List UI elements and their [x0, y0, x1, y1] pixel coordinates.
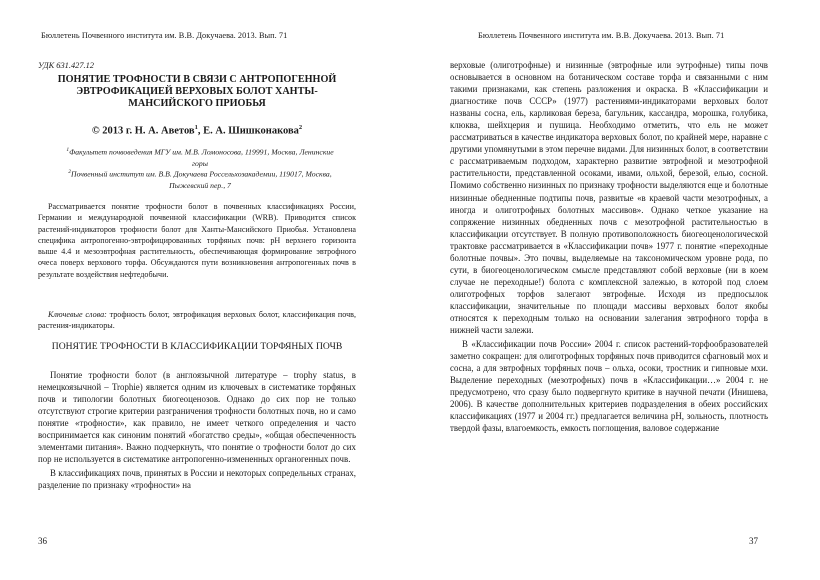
- affiliation-1-text: Факультет почвоведения МГУ им. М.В. Ломоносова, 119991, Москва, Ленинские горы: [69, 147, 334, 168]
- right-body-text: [450, 59, 768, 434]
- author-2-superscript: 2: [298, 124, 303, 131]
- keywords: [38, 309, 356, 332]
- affiliation-2-superscript: 2: [68, 169, 72, 175]
- authors-prefix: © 2013 г. Н. А. Аветов: [91, 125, 195, 137]
- running-head: Бюллетень Почвенного института им. В.В. Докучаева. 2013. Вып. 71: [41, 31, 288, 40]
- affiliation-2: [60, 167, 340, 191]
- abstract: Рассматривается понятие трофности болот в почвенных классификациях России, Германии и международной почвенной классификации (WRB). Приводится список растений-индикаторов трофности болот для Ханты-Мансийского Приобья. Установлена специфика антропогенно-эвтрофицированных торфяных почв: pH верхнего горизонта выше 4.4 и мезоэвтрофная растительность, обеспечивающая формирование эвтрофного очеса поверх верхового торфа. Обсуждаются пути возникновения антропогенных почв в результате воздействия нефтедобычи.: [38, 202, 356, 279]
- affiliation-1-superscript: 1: [66, 147, 70, 153]
- keywords-label: Ключевые слова:: [48, 310, 107, 319]
- page-number: 36: [38, 536, 47, 546]
- affiliation-1: [60, 145, 340, 169]
- left-body-text: [38, 369, 356, 491]
- keywords-text: трофность болот, эвтрофикация верховых болот, классификация почв, растения-индикаторы.: [38, 310, 356, 331]
- udk-code: УДК 631.427.12: [38, 61, 94, 70]
- paragraph: В «Классификации почв России» 2004 г. список растений-торфообразователей заметно сокращен: для олиготрофных торфяных почв приводится сфагновый мох и сосна, а для эвтрофных торфяных почв – ольха, осоки, тростник и гипновые мхи. Выделение переходных (мезотрофных) почв в «Классификации…» 2004 г. не предусмотрено, что сразу было подвергнуто критике в научной печати (Инишева, 2006). В качестве дополнительных критериев подразделения в обеих российских классификациях (1977 и 2004 гг.) предлагается величина pH, зольность, плотность твердой фазы, влагоемкость, емкость поглощения, валовое содержание: [450, 339, 768, 434]
- right-page: [410, 0, 820, 580]
- paragraph: Понятие трофности болот (в англоязычной литературе – trophy status, в немецкоязычной – Trophie) является одним из ключевых в систематике торфяных почв и типологии болотных биогеоценозов. Однако до сих пор не только отсутствуют строгие критерии разграничения трофности болотных почв, но и само понятие «трофности», как правило, не имеет четкого определения и часто воспринимается как синоним понятий «богатство среды», «общая обеспеченность элементами питания». Важно подчеркнуть, что понятие о трофности болот до сих пор не используется в систематике антропогенно-измененных органогенных почв.: [38, 370, 356, 465]
- paragraph: верховые (олиготрофные) и низинные (эвтрофные или эутрофные) типы почв основывается в основном на ботаническом составе торфа и связанными с ним такими признаками, как степень разложения и окраска. В «Классификации и диагностике почв СССР» (1977) растениями-индикаторами верховых болот названы сосна, ель, карликовая береза, багульник, кассандра, морошка, голубика, клюква, шейхцерия и пушица. Необходимо отметить, что ель не может рассматриваться в качестве индикатора верховых болот, по крайней мере, наравне с другими упомянутыми в этом перечне видами. Для низинных болот, в соответствии с рассматриваемым подходом, характерно развитие эвтрофной и мезотрофной растительности, представленной осоками, ивами, ольхой, березой, елью, сосной. Помимо собственно низинных по признаку трофности выделяются еще и болотные низинные обедненные подтипы почв, развитые «в краевой части мезотрофных, а иногда и олиготрофных болотных массивов». Однако четкое указание на сопряжение низинных обедненных почв с мезотрофной растительностью в классификации отсутствует. В полную противоположность биогеоценологической трактовке рассматривается в «Классификации почв» 1977 г. понятие «переходные болотные почвы». Это почвы, выделяемые на таксономическом уровне рода, по сути, в биогеоценологическом смысле представляют собой верховые (ни в коем случае не переходные!) болота с комплексной залежью, в которой под слоем олиготрофных торфов залегают эвтрофные. Исходя из предпосылок классификации, значительные по площади массивы верховых болот якобы относятся к переходным только на основании залегания эвтрофного торфа в нижней части залежи.: [450, 60, 768, 336]
- authors-line: [38, 124, 356, 137]
- article-title: ПОНЯТИЕ ТРОФНОСТИ В СВЯЗИ С АНТРОПОГЕННОЙ ЭВТРОФИКАЦИЕЙ ВЕРХОВЫХ БОЛОТ ХАНТЫ-МАНСИЙСКОГО ПРИОБЬЯ: [57, 74, 337, 110]
- section-heading: ПОНЯТИЕ ТРОФНОСТИ В КЛАССИФИКАЦИИ ТОРФЯНЫХ ПОЧВ: [51, 341, 343, 352]
- authors-second: , Е. А. Шишконакова: [197, 125, 299, 137]
- running-head: Бюллетень Почвенного института им. В.В. Докучаева. 2013. Вып. 71: [478, 31, 725, 40]
- author-1-superscript: 1: [194, 124, 198, 131]
- affiliation-2-text: Почвенный институт им. В.В. Докучаева Россельхозакадемии, 119017, Москва, Пыжевский пер., 7: [71, 169, 332, 190]
- page-number: 37: [749, 536, 758, 546]
- paragraph: В классификациях почв, принятых в России и некоторых сопредельных странах, разделение по признаку «трофности» на: [38, 468, 356, 491]
